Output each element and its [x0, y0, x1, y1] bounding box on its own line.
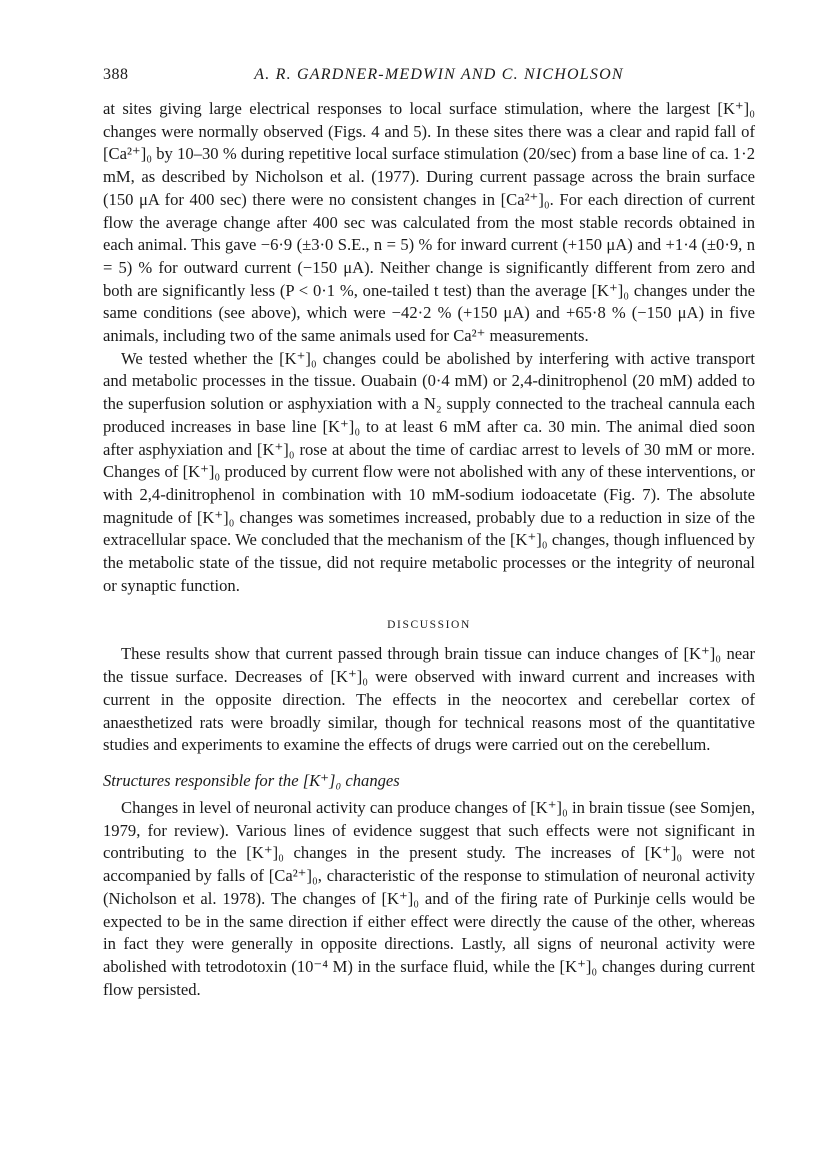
page-number: 388	[103, 66, 129, 83]
page-header	[103, 60, 755, 86]
section-heading-discussion: DISCUSSION	[387, 619, 471, 632]
running-title: A. R. GARDNER-MEDWIN AND C. NICHOLSON	[254, 66, 624, 83]
discussion-paragraph: These results show that current passed through brain tissue can induce changes of [K⁺]₀ near the tissue surface. Decreases of [K⁺]₀ were observed with inward current and increases with current in the opposite direction. The effects in the neocortex and cerebellar cortex of anaesthetized rats were broadly similar, though for technical reasons most of the quantitative studies and experiments to examine the effects of drugs were carried out on the cerebellum.	[103, 644, 755, 755]
body-paragraph: at sites giving large electrical responses to local surface stimulation, where the largest [K⁺]₀ changes were normally observed (Figs. 4 and 5). In these sites there was a clear and rapid fall of [Ca²⁺]₀ by 10–30 % during repetitive local surface stimulation (20/sec) from a base line of ca. 1·2 mM, as described by Nicholson et al. (1977). During current passage across the brain surface (150 μA for 400 sec) there were no consistent changes in [Ca²⁺]₀. For each direction of current flow the average change after 400 sec was calculated from the most stable records obtained in each animal. This gave −6·9 (±3·0 S.E., n = 5) % for inward current (+150 μA) and +1·4 (±0·9, n = 5) % for outward current (−150 μA). Neither change is significantly different from zero and both are significantly less (P < 0·1 %, one-tailed t test) than the average [K⁺]₀ changes under the same conditions (see above), which were −42·2 % (+150 μA) and +65·8 % (−150 μA) in five animals, including two of the same animals used for Ca²⁺ measurements.	[103, 99, 755, 346]
body-paragraph: We tested whether the [K⁺]₀ changes could be abolished by interfering with active transport and metabolic processes in the tissue. Ouabain (0·4 mM) or 2,4-dinitrophenol (20 mM) added to the superfusion solution or asphyxiation with a N₂ supply connected to the tracheal cannula each produced increases in base line [K⁺]₀ to at least 6 mM after ca. 30 min. The animal died soon after asphyxiation and [K⁺]₀ rose at about the time of cardiac arrest to levels of 30 mM or more. Changes of [K⁺]₀ produced by current flow were not abolished with any of these interventions, or with 2,4-dinitrophenol in combination with 10 mM-sodium iodoacetate (Fig. 7). The absolute magnitude of [K⁺]₀ changes was sometimes increased, probably due to a reduction in size of the extracellular space. We concluded that the mechanism of the [K⁺]₀ changes, though influenced by the metabolic state of the tissue, did not require metabolic processes or the integrity of neuronal or synaptic function.	[103, 348, 755, 595]
subsection-heading: Structures responsible for the [K⁺]₀ changes	[103, 770, 400, 790]
journal-page	[103, 60, 755, 1001]
structures-paragraph: Changes in level of neuronal activity can produce changes of [K⁺]₀ in brain tissue (see Somjen, 1979, for review). Various lines of evidence suggest that such effects were not significant in contributing to the [K⁺]₀ changes in the present study. The increases of [K⁺]₀ were not accompanied by falls of [Ca²⁺]₀, characteristic of the response to stimulation of neuronal activity (Nicholson et al. 1978). The changes of [K⁺]₀ and of the firing rate of Purkinje cells would be expected to be in the same direction if either effect were directly the cause of the other, whereas in fact they were generally in opposite directions. Lastly, all signs of neuronal activity were abolished with tetrodotoxin (10⁻⁴ M) in the surface fluid, while the [K⁺]₀ changes during current flow persisted.	[103, 797, 755, 999]
